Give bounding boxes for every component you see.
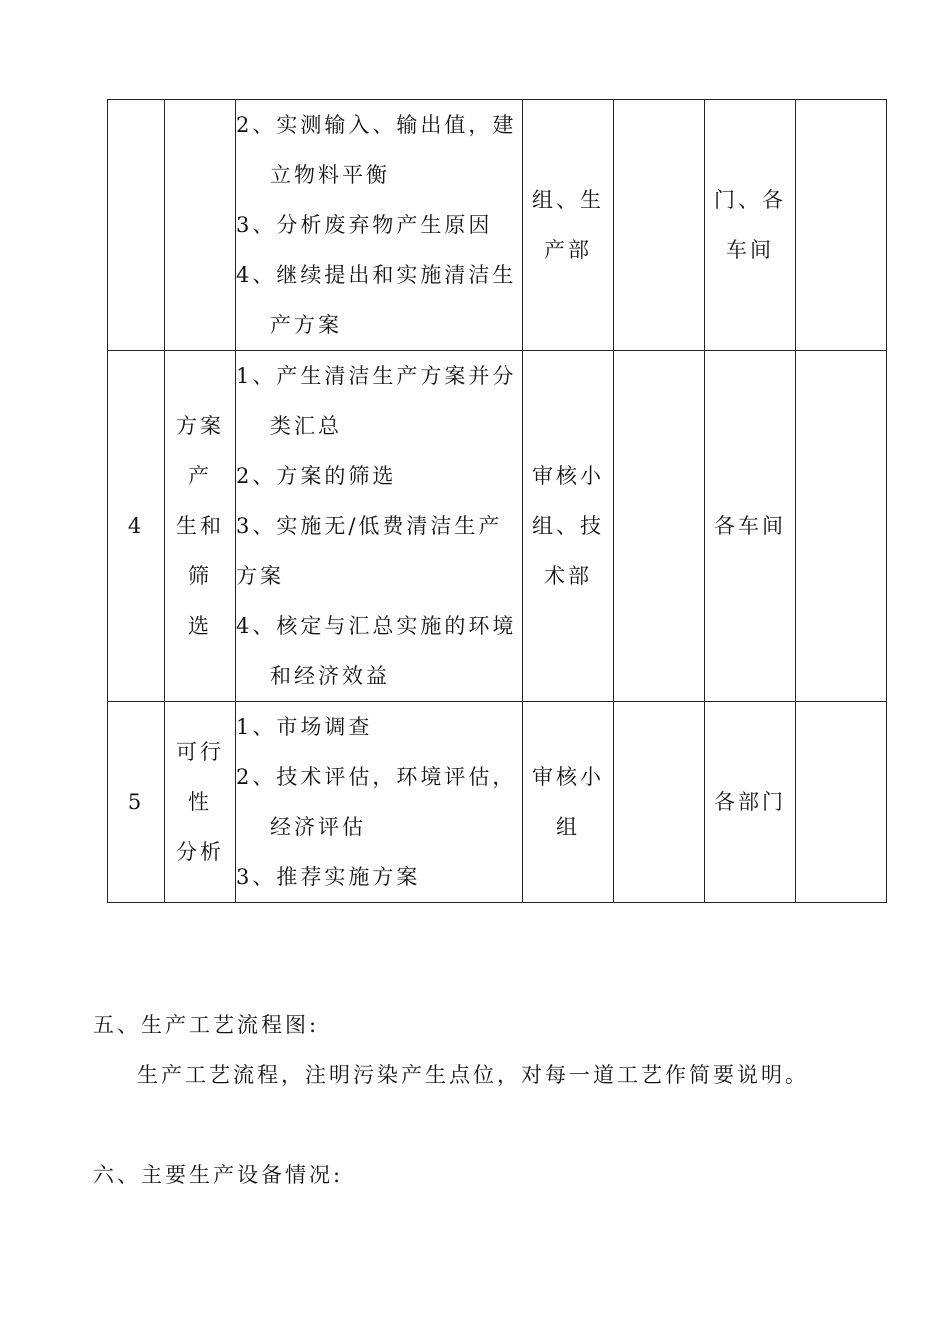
empty-cell	[796, 702, 887, 903]
content-line: 1、市场调查	[236, 715, 373, 739]
content-line: 2、实测输入、输出值，建立物料平衡	[236, 113, 517, 187]
stage-name	[165, 100, 236, 351]
empty-cell	[614, 351, 705, 702]
step-number: 4	[108, 351, 165, 702]
content-line: 3、实施无/低费清洁生产方案	[236, 514, 503, 588]
content-line: 1、产生清洁生产方案并分类汇总	[236, 364, 517, 438]
participating-dept: 门、各 车间	[705, 100, 796, 351]
audit-plan-table	[107, 99, 887, 903]
table-row	[108, 100, 887, 351]
empty-cell	[614, 100, 705, 351]
participating-dept: 各部门	[705, 702, 796, 903]
responsible-dept: 审核小 组	[523, 702, 614, 903]
responsible-dept: 审核小 组、技 术部	[523, 351, 614, 702]
step-number: 5	[108, 702, 165, 903]
step-content	[236, 351, 523, 702]
content-line: 4、核定与汇总实施的环境和经济效益	[236, 614, 517, 688]
participating-dept: 各车间	[705, 351, 796, 702]
empty-cell	[796, 100, 887, 351]
content-line: 3、分析废弃物产生原因	[236, 213, 493, 237]
content-line: 2、方案的筛选	[236, 464, 397, 488]
step-content	[236, 702, 523, 903]
table-row	[108, 351, 887, 702]
content-line: 3、推荐实施方案	[236, 865, 421, 889]
section-heading-process-flow: 五、生产工艺流程图:	[93, 1013, 320, 1037]
content-line: 4、继续提出和实施清洁生产方案	[236, 263, 517, 337]
table-row	[108, 702, 887, 903]
step-number	[108, 100, 165, 351]
step-content	[236, 100, 523, 351]
empty-cell	[796, 351, 887, 702]
empty-cell	[614, 702, 705, 903]
responsible-dept: 组、生 产部	[523, 100, 614, 351]
stage-name: 可行性 分析	[165, 702, 236, 903]
section-heading-equipment: 六、主要生产设备情况:	[93, 1163, 344, 1187]
process-flow-description: 生产工艺流程，注明污染产生点位，对每一道工艺作简要说明。	[137, 1063, 809, 1087]
stage-name: 方案产 生和筛 选	[165, 351, 236, 702]
content-line: 2、技术评估，环境评估，经济评估	[236, 765, 517, 839]
